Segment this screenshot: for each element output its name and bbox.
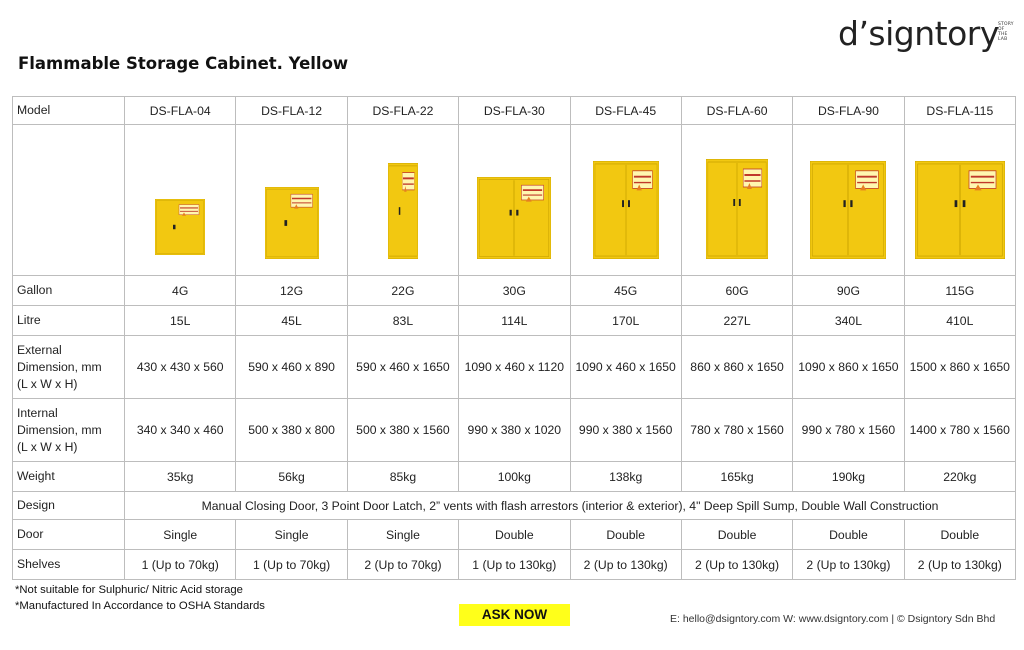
design-cell: Manual Closing Door, 3 Point Door Latch, 2” vents with flash arrestors (interior & exterior), 4" Deep Spill Sump, Double Wall Construction (125, 492, 1016, 520)
shelves-cell: 2 (Up to 130kg) (570, 550, 681, 580)
table-row-images (13, 125, 1016, 276)
door-cell: Double (459, 520, 570, 550)
shelves-cell: 2 (Up to 130kg) (904, 550, 1015, 580)
table-row (13, 492, 1016, 520)
weight-cell: 190kg (793, 462, 904, 492)
contact-info: E: hello@dsigntory.com W: www.dsigntory.com | © Dsigntory Sdn Bhd (670, 613, 996, 625)
cabinet-image (593, 161, 659, 259)
internal-dimension-cell: 990 x 380 x 1560 (570, 399, 681, 462)
row-label: Weight (13, 462, 125, 492)
door-cell: Double (570, 520, 681, 550)
gallon-cell: 30G (459, 276, 570, 306)
model-cell: DS-FLA-45 (570, 97, 681, 125)
gallon-cell: 12G (236, 276, 347, 306)
table-row (13, 97, 1016, 125)
spec-table (12, 96, 1016, 580)
gallon-cell: 115G (904, 276, 1015, 306)
footnote: *Not suitable for Sulphuric/ Nitric Acid storage (15, 584, 243, 596)
gallon-cell: 90G (793, 276, 904, 306)
internal-dimension-cell: 340 x 340 x 460 (125, 399, 236, 462)
model-cell: DS-FLA-22 (347, 97, 458, 125)
table-row (13, 550, 1016, 580)
model-cell: DS-FLA-60 (681, 97, 792, 125)
table-row (13, 462, 1016, 492)
cabinet-image (265, 187, 319, 259)
shelves-cell: 2 (Up to 130kg) (681, 550, 792, 580)
model-cell: DS-FLA-90 (793, 97, 904, 125)
litre-cell: 45L (236, 306, 347, 336)
shelves-cell: 2 (Up to 130kg) (793, 550, 904, 580)
shelves-cell: 2 (Up to 70kg) (347, 550, 458, 580)
weight-cell: 138kg (570, 462, 681, 492)
table-row (13, 336, 1016, 399)
weight-cell: 220kg (904, 462, 1015, 492)
external-dimension-cell: 860 x 860 x 1650 (681, 336, 792, 399)
model-cell: DS-FLA-115 (904, 97, 1015, 125)
cabinet-image-cell (681, 125, 792, 276)
row-label: Design (13, 492, 125, 520)
gallon-cell: 22G (347, 276, 458, 306)
table-row (13, 399, 1016, 462)
model-cell: DS-FLA-04 (125, 97, 236, 125)
internal-dimension-cell: 990 x 780 x 1560 (793, 399, 904, 462)
door-cell: Single (347, 520, 458, 550)
table-row (13, 306, 1016, 336)
external-dimension-cell: 590 x 460 x 1650 (347, 336, 458, 399)
shelves-cell: 1 (Up to 70kg) (236, 550, 347, 580)
external-dimension-cell: 1500 x 860 x 1650 (904, 336, 1015, 399)
door-cell: Single (125, 520, 236, 550)
weight-cell: 100kg (459, 462, 570, 492)
row-label: Shelves (13, 550, 125, 580)
litre-cell: 15L (125, 306, 236, 336)
litre-cell: 410L (904, 306, 1015, 336)
litre-cell: 340L (793, 306, 904, 336)
table-row (13, 276, 1016, 306)
weight-cell: 165kg (681, 462, 792, 492)
gallon-cell: 60G (681, 276, 792, 306)
external-dimension-cell: 430 x 430 x 560 (125, 336, 236, 399)
shelves-cell: 1 (Up to 130kg) (459, 550, 570, 580)
ask-now-button[interactable]: ASK NOW (459, 604, 570, 626)
row-label (13, 125, 125, 276)
external-dimension-cell: 590 x 460 x 890 (236, 336, 347, 399)
cabinet-image-cell (125, 125, 236, 276)
external-dimension-cell: 1090 x 460 x 1120 (459, 336, 570, 399)
gallon-cell: 4G (125, 276, 236, 306)
internal-dimension-cell: 500 x 380 x 1560 (347, 399, 458, 462)
litre-cell: 114L (459, 306, 570, 336)
cabinet-image-cell (347, 125, 458, 276)
gallon-cell: 45G (570, 276, 681, 306)
external-dimension-cell: 1090 x 460 x 1650 (570, 336, 681, 399)
weight-cell: 35kg (125, 462, 236, 492)
row-label: Litre (13, 306, 125, 336)
cabinet-image (810, 161, 886, 259)
cabinet-image (706, 159, 768, 259)
door-cell: Double (904, 520, 1015, 550)
litre-cell: 227L (681, 306, 792, 336)
cabinet-image (155, 199, 205, 255)
door-cell: Double (793, 520, 904, 550)
cabinet-image (477, 177, 551, 259)
cabinet-image (915, 161, 1005, 259)
cabinet-image-cell (459, 125, 570, 276)
litre-cell: 170L (570, 306, 681, 336)
shelves-cell: 1 (Up to 70kg) (125, 550, 236, 580)
footnotes (15, 582, 265, 614)
cabinet-image-cell (904, 125, 1015, 276)
door-cell: Single (236, 520, 347, 550)
row-label: Door (13, 520, 125, 550)
internal-dimension-cell: 990 x 380 x 1020 (459, 399, 570, 462)
cabinet-image-cell (793, 125, 904, 276)
door-cell: Double (681, 520, 792, 550)
row-label: External Dimension, mm (L x W x H) (13, 336, 125, 399)
external-dimension-cell: 1090 x 860 x 1650 (793, 336, 904, 399)
internal-dimension-cell: 1400 x 780 x 1560 (904, 399, 1015, 462)
weight-cell: 56kg (236, 462, 347, 492)
page-title: Flammable Storage Cabinet. Yellow (18, 54, 349, 73)
model-cell: DS-FLA-30 (459, 97, 570, 125)
logo-tagline: STORY OF THE LAB (998, 22, 1014, 42)
footnote: *Manufactured In Accordance to OSHA Standards (15, 600, 265, 612)
internal-dimension-cell: 780 x 780 x 1560 (681, 399, 792, 462)
row-label: Model (13, 97, 125, 125)
brand-logo (838, 12, 1018, 56)
cabinet-image-cell (236, 125, 347, 276)
table-row (13, 520, 1016, 550)
model-cell: DS-FLA-12 (236, 97, 347, 125)
cabinet-image (388, 163, 418, 259)
weight-cell: 85kg (347, 462, 458, 492)
row-label: Gallon (13, 276, 125, 306)
cabinet-image-cell (570, 125, 681, 276)
logo-wordmark: d’signtory (838, 14, 999, 53)
row-label: Internal Dimension, mm (L x W x H) (13, 399, 125, 462)
internal-dimension-cell: 500 x 380 x 800 (236, 399, 347, 462)
litre-cell: 83L (347, 306, 458, 336)
